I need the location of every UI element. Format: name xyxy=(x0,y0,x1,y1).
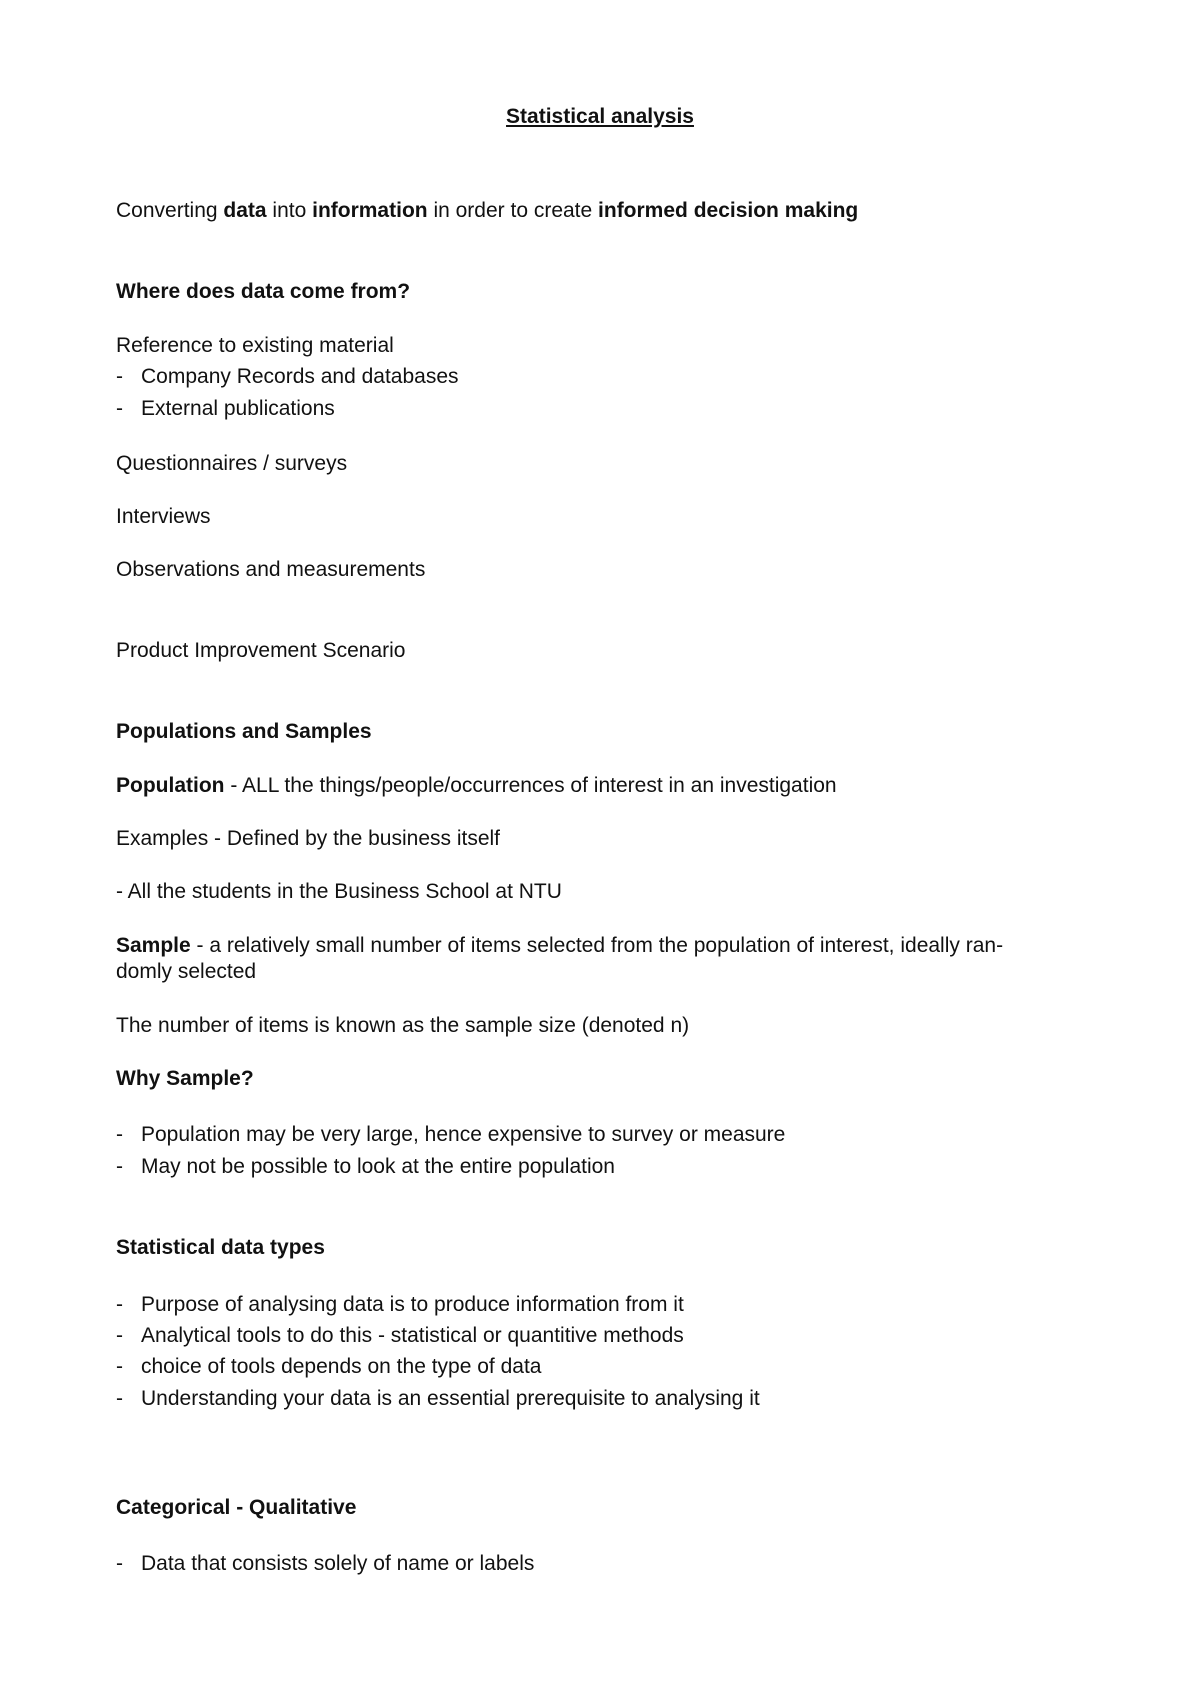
populations-heading: Populations and Samples xyxy=(116,720,372,743)
list-item: - Analytical tools to do this - statistical or quantitive methods xyxy=(116,1324,684,1347)
list-item: - Company Records and databases xyxy=(116,365,459,388)
list-item: - Population may be very large, hence expensive to survey or measure xyxy=(116,1123,786,1146)
document-title: Statistical analysis xyxy=(506,105,694,128)
list-item: - External publications xyxy=(116,397,335,420)
sample-definition-cont: domly selected xyxy=(116,960,257,983)
source-observations: Observations and measurements xyxy=(116,558,426,581)
where-heading: Where does data come from? xyxy=(116,280,411,303)
list-item: - May not be possible to look at the entire population xyxy=(116,1155,615,1178)
why-heading: Why Sample? xyxy=(116,1067,254,1090)
scenario-line: Product Improvement Scenario xyxy=(116,639,406,662)
list-item: - choice of tools depends on the type of data xyxy=(116,1355,542,1378)
list-item: - Purpose of analysing data is to produce information from it xyxy=(116,1293,684,1316)
source-interviews: Interviews xyxy=(116,505,211,528)
intro-line: Converting data into information in order to create informed decision making xyxy=(116,199,859,222)
sample-definition: Sample - a relatively small number of items selected from the population of interest, ideally ran- xyxy=(116,934,1004,957)
list-item: - Data that consists solely of name or labels xyxy=(116,1552,535,1575)
source-questionnaires: Questionnaires / surveys xyxy=(116,452,348,475)
population-definition: Population - ALL the things/people/occurrences of interest in an investigation xyxy=(116,774,837,797)
example-item: - All the students in the Business School at NTU xyxy=(116,880,562,903)
categorical-heading: Categorical - Qualitative xyxy=(116,1496,357,1519)
examples-line: Examples - Defined by the business itself xyxy=(116,827,501,850)
list-item: - Understanding your data is an essential prerequisite to analysing it xyxy=(116,1387,760,1410)
sample-size-line: The number of items is known as the sample size (denoted n) xyxy=(116,1014,690,1037)
types-heading: Statistical data types xyxy=(116,1236,325,1259)
reference-label: Reference to existing material xyxy=(116,334,394,357)
